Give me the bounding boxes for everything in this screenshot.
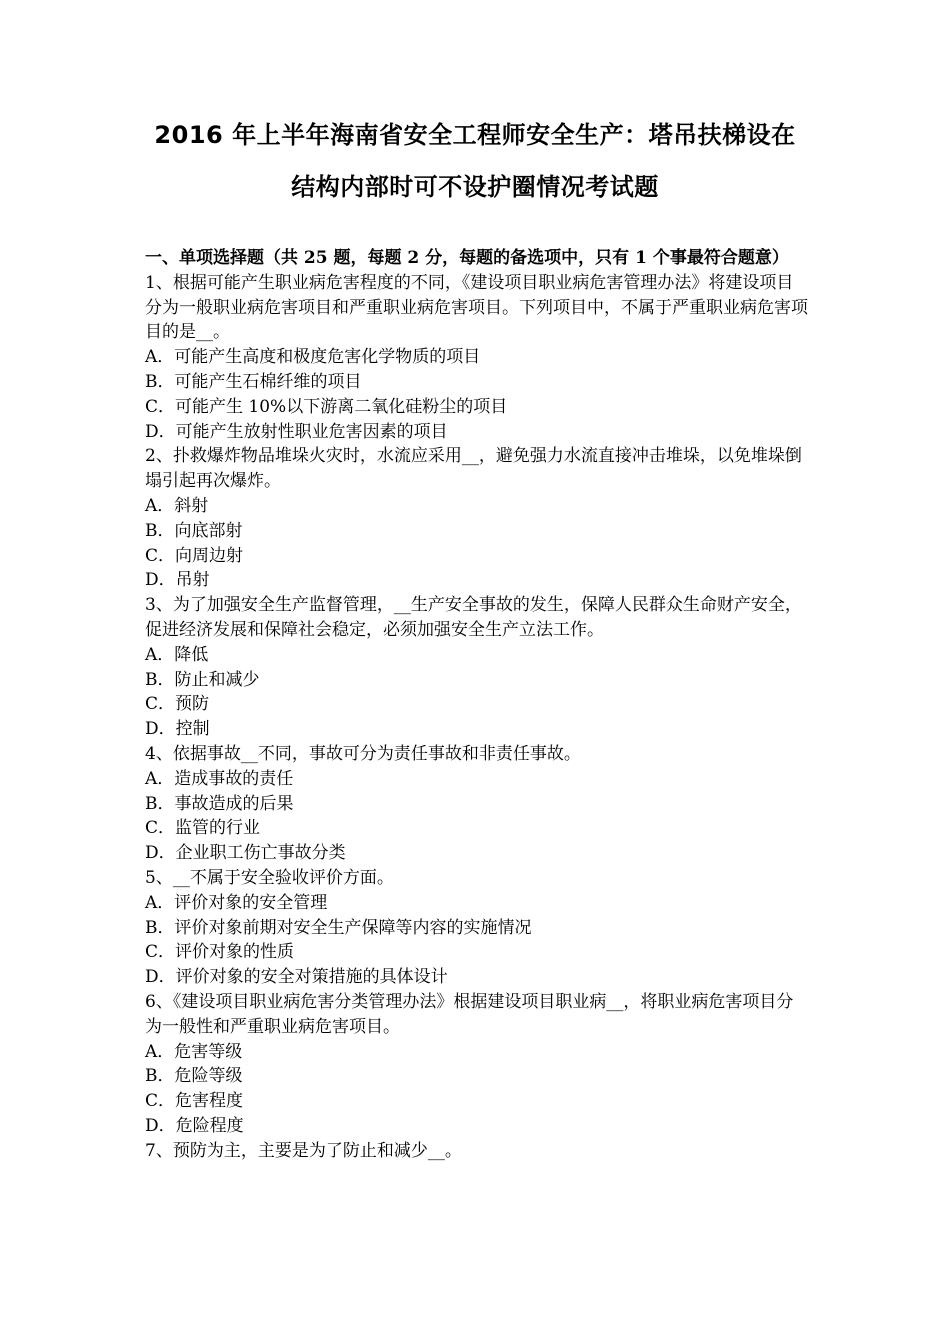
question-stem: 7、预防为主，主要是为了防止和减少__。 [145, 1140, 462, 1161]
question-stem: 3、为了加强安全生产监督管理，__生产安全事故的发生，保障人民群众生命财产安全，促进经济发展和保障社会稳定，必须加强安全生产立法工作。 [145, 595, 802, 640]
question-6 [145, 990, 810, 1139]
option-c: C．预防 [145, 694, 210, 715]
question-1 [145, 271, 810, 445]
document-title-line1: 2016 年上半年海南省安全工程师安全生产：塔吊扶梯设在 [154, 121, 796, 149]
question-7 [145, 1139, 810, 1164]
option-b: B．评价对象前期对安全生产保障等内容的实施情况 [145, 917, 532, 938]
option-b: B．防止和减少 [145, 669, 260, 690]
question-stem: 4、依据事故__不同，事故可分为责任事故和非责任事故。 [145, 743, 581, 764]
option-c: C．评价对象的性质 [145, 942, 295, 963]
question-stem: 5、__不属于安全验收评价方面。 [145, 867, 394, 888]
option-a: A．造成事故的责任 [145, 768, 294, 789]
option-c: C．监管的行业 [145, 818, 261, 839]
question-4 [145, 742, 810, 866]
option-b: B．向底部射 [145, 520, 243, 541]
option-a: A．危害等级 [145, 1041, 243, 1062]
option-b: B．事故造成的后果 [145, 793, 294, 814]
option-c: C．危害程度 [145, 1091, 244, 1112]
question-3 [145, 593, 810, 742]
option-c: C．向周边射 [145, 545, 244, 566]
document-title-line2: 结构内部时可不设护圈情况考试题 [291, 173, 659, 201]
question-2 [145, 444, 810, 593]
option-d: D．评价对象的安全对策措施的具体设计 [145, 967, 448, 988]
option-a: A．可能产生高度和极度危害化学物质的项目 [145, 347, 481, 368]
option-d: D．危险程度 [145, 1115, 244, 1136]
option-d: D．企业职工伤亡事故分类 [145, 843, 346, 864]
option-d: D．控制 [145, 719, 210, 740]
question-stem: 6、《建设项目职业病危害分类管理办法》根据建设项目职业病__，将职业病危害项目分为一般性和严重职业病危害项目。 [145, 991, 794, 1037]
question-5 [145, 866, 810, 990]
question-stem: 1、根据可能产生职业病危害程度的不同，《建设项目职业病危害管理办法》将建设项目分为一般职业病危害项目和严重职业病危害项目。下列项目中，不属于严重职业病危害项目的是__。 [145, 272, 808, 343]
option-a: A．降低 [145, 644, 209, 665]
option-b: B．可能产生石棉纤维的项目 [145, 371, 362, 392]
option-d: D．可能产生放射性职业危害因素的项目 [145, 421, 448, 442]
option-a: A．斜射 [145, 495, 209, 516]
option-b: B．危险等级 [145, 1066, 243, 1087]
section-heading: 一、单项选择题（共 25 题，每题 2 分，每题的备选项中，只有 1 个事最符合题意） [145, 248, 789, 268]
option-c: C．可能产生 10%以下游离二氧化硅粉尘的项目 [145, 396, 508, 417]
option-d: D．吊射 [145, 570, 210, 591]
question-stem: 2、扑救爆炸物品堆垛火灾时，水流应采用__，避免强力水流直接冲击堆垛，以免堆垛倒塌引起再次爆炸。 [145, 446, 802, 492]
option-a: A．评价对象的安全管理 [145, 892, 328, 913]
exam-content [145, 246, 810, 1163]
